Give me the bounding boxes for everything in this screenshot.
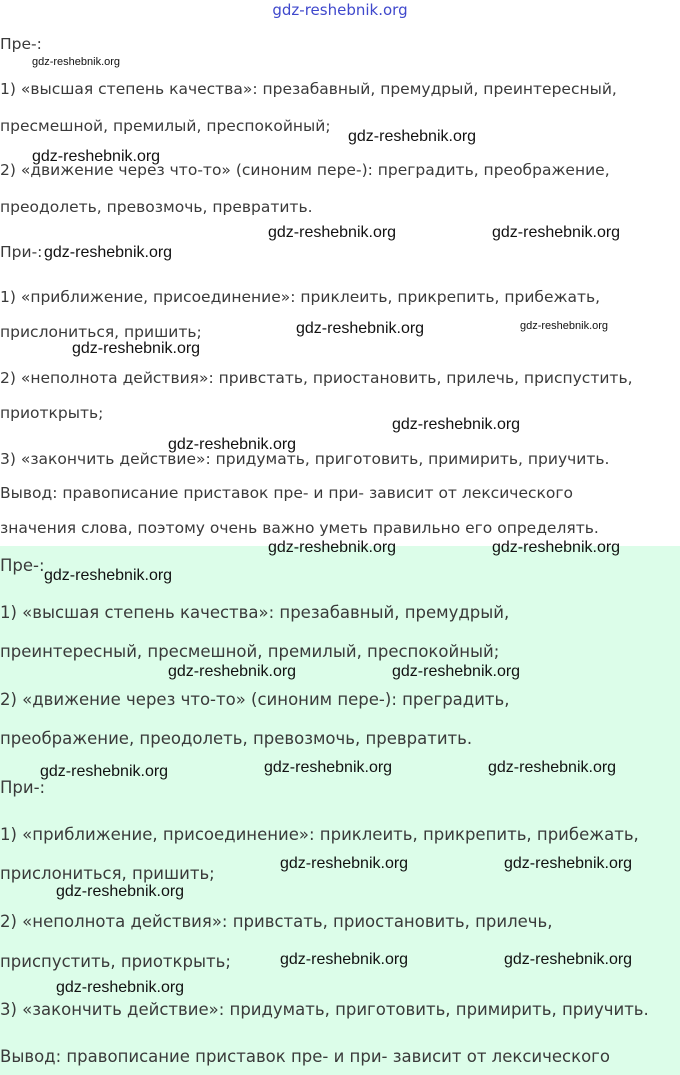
watermark: gdz-reshebnik.org [40,763,169,780]
pri-meaning-1-line-1: 1) «приближение, присоединение»: приклеить, прикрепить, прибежать, [0,288,601,306]
watermark: gdz-reshebnik.org [504,951,633,968]
site-header-link[interactable]: gdz-reshebnik.org [272,1,408,19]
watermark: gdz-reshebnik.org [520,320,609,332]
pri-meaning-1-line-2: прислониться, пришить; [0,323,202,341]
pri-meaning-2-line-1: 2) «неполнота действия»: привстать, приостановить, прилечь, [0,912,553,931]
pre-heading: Пре-: [0,556,45,575]
pri-meaning-2-line-2: приоткрыть; [0,404,104,422]
pre-heading: Пре-: [0,35,42,53]
pri-heading: При-: [0,778,46,797]
watermark: gdz-reshebnik.org [392,663,521,680]
watermark: gdz-reshebnik.org [348,128,477,145]
watermark: gdz-reshebnik.org [280,855,409,872]
watermark: gdz-reshebnik.org [492,539,621,556]
watermark: gdz-reshebnik.org [168,663,297,680]
watermark: gdz-reshebnik.org [32,56,121,68]
pri-meaning-2-line-1: 2) «неполнота действия»: привстать, приостановить, прилечь, приспустить, [0,369,633,387]
pri-meaning-3: 3) «закончить действие»: придумать, приготовить, примирить, приучить. [0,450,610,468]
conclusion-line-1: Вывод: правописание приставок пре- и при- зависит от лексического [0,1047,610,1066]
conclusion-line-2: значения слова, поэтому очень важно уметь правильно его определять. [0,519,599,537]
pre-meaning-2-line-1: 2) «движение через что-то» (синоним пере-): преградить, [0,690,510,709]
watermark: gdz-reshebnik.org [264,759,393,776]
watermark: gdz-reshebnik.org [56,883,185,900]
watermark: gdz-reshebnik.org [488,759,617,776]
conclusion-line-1: Вывод: правописание приставок пре- и при- зависит от лексического [0,484,573,502]
watermark: gdz-reshebnik.org [168,436,297,453]
watermark: gdz-reshebnik.org [504,855,633,872]
pri-meaning-3: 3) «закончить действие»: придумать, приготовить, примирить, приучить. [0,1000,649,1019]
pri-meaning-1-line-2: прислониться, пришить; [0,864,215,883]
watermark: gdz-reshebnik.org [492,224,621,241]
watermark: gdz-reshebnik.org [280,951,409,968]
pre-meaning-2-line-2: преображение, преодолеть, превозмочь, превратить. [0,729,473,748]
pri-heading: При-: [0,243,43,261]
watermark: gdz-reshebnik.org [32,148,161,165]
pre-meaning-1-line-1: 1) «высшая степень качества»: презабавный, премудрый, [0,603,510,622]
answer-section-highlighted [0,539,680,1075]
pri-meaning-1-line-1: 1) «приближение, присоединение»: приклеить, прикрепить, прибежать, [0,825,639,844]
pre-meaning-1-line-2: пресмешной, премилый, преспокойный; [0,117,331,135]
watermark: gdz-reshebnik.org [296,320,425,337]
pri-meaning-2-line-2: приспустить, приоткрыть; [0,952,231,971]
watermark: gdz-reshebnik.org [392,416,521,433]
watermark: gdz-reshebnik.org [268,224,397,241]
watermark: gdz-reshebnik.org [56,979,185,996]
watermark: gdz-reshebnik.org [268,539,397,556]
watermark: gdz-reshebnik.org [44,244,173,261]
watermark: gdz-reshebnik.org [44,567,173,584]
pre-meaning-2-line-2: преодолеть, превозмочь, превратить. [0,198,313,216]
pre-meaning-1-line-2: преинтересный, пресмешной, премилый, преспокойный; [0,642,500,661]
pre-meaning-2-line-1: 2) «движение через что-то» (синоним пере-): преградить, преображение, [0,161,610,179]
pre-meaning-1-line-1: 1) «высшая степень качества»: презабавный, премудрый, преинтересный, [0,80,617,98]
watermark: gdz-reshebnik.org [72,340,201,357]
